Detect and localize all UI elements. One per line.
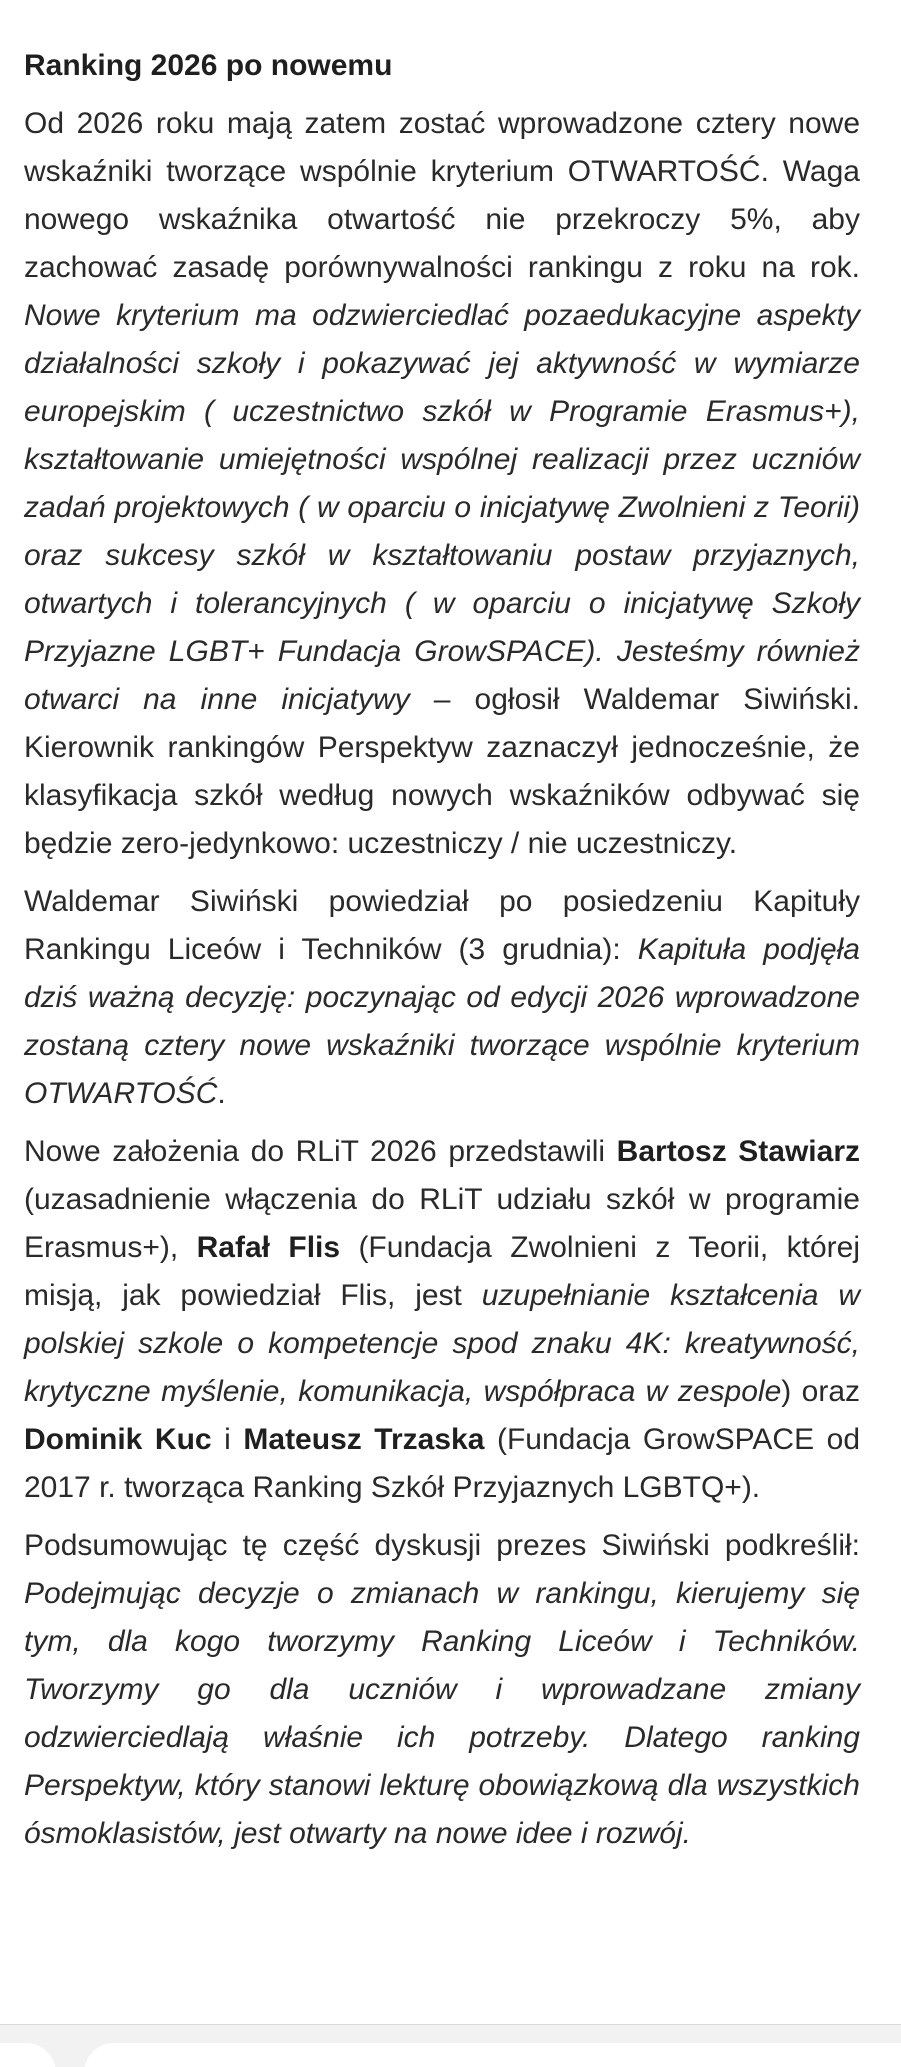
text-run: Waldemar Siwiński powiedział po posiedzeniu Kapituły Rankingu Liceów i Techników (3 grudnia): [24,885,860,966]
person-name: Rafał Flis [196,1231,341,1264]
text-run: Podsumowując tę część dyskusji prezes Siwiński podkreślił: [24,1529,860,1562]
quote-text: Kapituła podjęła dziś ważną decyzję: poczynając od edycji 2026 wprowadzone zostaną cztery nowe wskaźniki tworzące wspólnie kryterium OTWARTOŚĆ [24,933,860,1110]
text-run: (Fundacja Zwolnieni z Teorii, której misją, jak powiedział Flis, jest [24,1231,860,1312]
article-heading: Ranking 2026 po nowemu [24,49,393,82]
toolbar-left-control[interactable] [0,2043,56,2067]
paragraph-presenters [24,1128,860,1512]
quote-text: uzupełnianie kształcenia w polskiej szkole o kompetencje spod znaku 4K: kreatywność, krytyczne myślenie, komunikacja, współpraca w zespole [24,1279,860,1408]
article-body [24,44,860,1868]
quote-text: Nowe kryterium ma odzwierciedlać pozaedukacyjne aspekty działalności szkoły i pokazywać jej aktywność w wymiarze europejskim ( uczestnictwo szkół w Programie Erasmus+), kształtowanie umiejętności wspólnej realizacji przez uczniów zadań projektowych ( w oparciu o inicjatywę Zwolnieni z Teorii) oraz sukcesy szkół w kształtowaniu postaw przyjaznych, otwartych i tolerancyjnych ( w oparciu o inicjatywę Szkoły Przyjazne LGBT+ Fundacja GrowSPACE). Jesteśmy również otwarci na inne inicjatywy [24,299,860,716]
toolbar-main-control[interactable] [84,2043,901,2067]
text-run: i [211,1423,244,1456]
person-name: Bartosz Stawiarz [616,1135,861,1168]
person-name: Mateusz Trzaska [243,1423,485,1456]
text-run: Od 2026 roku mają zatem zostać wprowadzone cztery nowe wskaźniki tworzące wspólnie kryterium OTWARTOŚĆ. Waga nowego wskaźnika otwartość nie przekroczy 5%, aby zachować zasadę porównywalności rankingu z roku na rok. [24,107,860,284]
text-run: (Fundacja GrowSPACE od 2017 r. tworząca Ranking Szkół Przyjaznych LGBTQ+). [24,1423,861,1504]
paragraph-kapitula-decision [24,878,860,1118]
paragraph-summary-quote [24,1522,860,1858]
text-run: Nowe założenia do RLiT 2026 przedstawili [24,1135,617,1168]
person-name: Dominik Kuc [24,1423,212,1456]
text-run: – ogłosił Waldemar Siwiński. Kierownik rankingów Perspektyw zaznaczył jednocześnie, że klasyfikacja szkół według nowych wskaźników odbywać się będzie zero-jedynkowo: uczestniczy / nie uczestniczy. [24,683,860,860]
text-run: . [217,1077,226,1110]
text-run: ) oraz [781,1375,861,1408]
paragraph-ranking-2026 [24,100,860,868]
quote-text: Podejmując decyzje o zmianach w rankingu, kierujemy się tym, dla kogo tworzymy Ranking Liceów i Techników. Tworzymy go dla uczniów i wprowadzane zmiany odzwierciedlają właśnie ich potrzeby. Dlatego ranking Perspektyw, który stanowi lekturę obowiązkową dla wszystkich ósmoklasistów, jest otwarty na nowe idee i rozwój. [24,1577,860,1850]
text-run: (uzasadnienie włączenia do RLiT udziału szkół w programie Erasmus+), [24,1183,860,1264]
bottom-toolbar [0,2025,901,2067]
